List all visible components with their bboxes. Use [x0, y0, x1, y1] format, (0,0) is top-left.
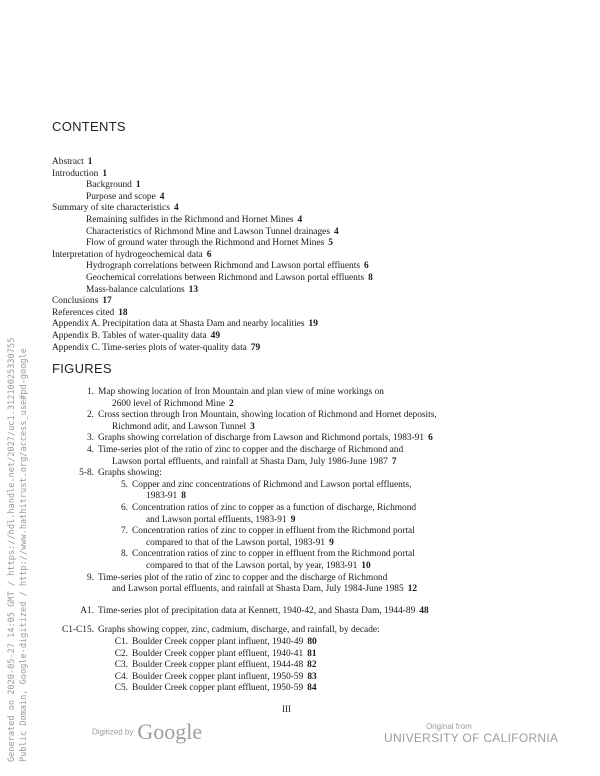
toc-entry-page: 8 [368, 272, 373, 283]
figure-number: 5. [120, 479, 128, 490]
figure-number: 3. [86, 433, 94, 444]
toc-entry-title: Abstract [52, 157, 84, 167]
toc-entry-page: 4 [333, 226, 339, 237]
toc-entry-title: Characteristics of Richmond Mine and Lawson Tunnel drainages [86, 226, 330, 237]
toc-entry-page: 1 [87, 157, 93, 167]
figure-caption [132, 683, 317, 695]
figure-caption [98, 468, 162, 480]
toc-entry-title: Remaining sulfides in the Richmond and Hornet Mines [86, 214, 294, 225]
figure-caption-line: Richmond adit, and Lawson Tunnel [112, 421, 247, 432]
toc-entry [52, 157, 572, 169]
figure-caption-line: Lawson portal effluents, and rainfall at Shasta Dam, July 1986-June 1987 [112, 456, 388, 467]
figure-caption [98, 433, 433, 445]
toc-entry [52, 285, 572, 297]
toc-entry-page: 17 [102, 296, 112, 307]
toc-entry-title: Mass-balance calculations [86, 284, 185, 295]
figure-page: 81 [307, 648, 317, 659]
toc-entry-page: 1 [135, 180, 141, 191]
figure-page: 12 [407, 584, 418, 595]
figure-caption-line: and Lawson portal effluents, and rainfall at Shasta Dam, July 1984-June 1985 [112, 584, 404, 595]
figure-caption-line: Concentration ratios of zinc to copper as a function of discharge, Richmond [132, 503, 417, 513]
figure-caption-line: Cross section through Iron Mountain, showing location of Richmond and Hornet deposits, [98, 410, 437, 421]
figure-page: 6 [428, 433, 433, 444]
toc-entry-page: 18 [118, 307, 128, 318]
figure-caption [98, 625, 380, 637]
toc-entry-title: Background [86, 180, 132, 191]
digitized-by-label: Digitized by [92, 727, 134, 737]
figure-caption-line: Boulder Creek copper plant effluent, 1944-48 [132, 660, 304, 671]
toc-entry [52, 250, 572, 262]
figure-number: 7. [120, 526, 128, 537]
original-from-label: Original from [426, 722, 472, 731]
figure-number: C1-C15. [61, 625, 94, 636]
toc-entry-title: Interpretation of hydrogeochemical data [52, 249, 203, 260]
figure-caption-line: Boulder Creek copper plant influent, 1940-49 [132, 637, 304, 647]
toc-entry-page: 49 [210, 330, 221, 341]
figure-number: A1. [80, 605, 94, 616]
figure-page: 48 [419, 605, 429, 616]
toc-entry-title: Conclusions [52, 296, 99, 307]
toc-entry [52, 261, 572, 273]
figure-number: 2. [86, 410, 94, 421]
figure-page: 84 [307, 683, 317, 694]
figure-number: 9. [86, 572, 94, 583]
figure-caption-line: and Lawson portal effluents, 1983-91 [146, 514, 287, 525]
toc-entry-title: Flow of ground water through the Richmond and Hornet Mines [86, 238, 325, 249]
figure-caption [98, 606, 429, 618]
figure-caption-line: 1983-91 [146, 491, 178, 502]
figure-caption-line: Time-series plot of the ratio of zinc to copper and the discharge of Richmond [98, 572, 388, 583]
figure-caption-line: Graphs showing correlation of discharge from Lawson and Richmond portals, 1983-91 [98, 433, 425, 444]
figure-caption [98, 387, 384, 410]
toc-entry-title: Introduction [52, 168, 99, 179]
figure-caption [98, 445, 403, 468]
page-number: III [282, 704, 291, 714]
figure-page: 3 [250, 421, 255, 432]
toc-entry [52, 192, 572, 204]
figure-number: 6. [120, 503, 128, 513]
figure-caption-line: Copper and zinc concentrations of Richmond and Lawson portal effluents, [132, 479, 412, 490]
figure-caption-line: compared to that of the Lawson portal, by year, 1983-91 [146, 560, 358, 571]
toc-entry [52, 180, 572, 192]
hathitrust-watermark [6, 338, 30, 762]
figure-caption-line: Time-series plot of precipitation data at Kennett, 1940-42, and Shasta Dam, 1944-89 [98, 605, 416, 616]
figure-number: 4. [86, 445, 94, 455]
figure-caption [132, 649, 317, 661]
figure-caption-line: Graphs showing: [98, 468, 162, 479]
figure-caption-line: Map showing location of Iron Mountain and plan view of mine workings on [98, 387, 384, 397]
figure-caption [98, 573, 417, 596]
figure-number: C5. [114, 683, 128, 694]
figure-page: 9 [329, 537, 334, 548]
toc-entry-page: 5 [328, 238, 333, 249]
figure-number: C1. [114, 637, 128, 647]
toc-entry [52, 227, 572, 239]
contents-heading: CONTENTS [52, 119, 126, 134]
figure-caption [132, 526, 415, 549]
university-name: UNIVERSITY OF CALIFORNIA [384, 731, 559, 745]
figure-page: 10 [361, 560, 371, 571]
figure-page: 9 [290, 514, 296, 525]
figure-caption [132, 503, 416, 526]
toc-entry-title: Geochemical correlations between Richmond and Lawson portal effluents [86, 272, 365, 283]
toc-entry-title: Purpose and scope [86, 191, 156, 202]
toc-entry-page: 79 [250, 342, 261, 353]
figure-number: C4. [114, 671, 128, 682]
figure-caption-line: 2600 level of Richmond Mine [112, 398, 226, 409]
toc-entry [52, 273, 572, 285]
figure-caption [132, 480, 411, 503]
figure-caption [132, 660, 317, 672]
toc-entry [52, 343, 572, 355]
toc-entry-title: Appendix A. Precipitation data at Shasta Dam and nearby localities [52, 319, 305, 330]
figures-heading: FIGURES [52, 361, 112, 376]
toc-entry [52, 203, 572, 215]
figure-caption [132, 549, 415, 572]
figure-caption-line: Concentration ratios of zinc to copper in effluent from the Richmond portal [132, 526, 415, 537]
figure-caption-line: Boulder Creek copper plant effluent, 1950-59 [132, 683, 304, 694]
figure-caption-line: Graphs showing copper, zinc, cadmium, discharge, and rainfall, by decade: [98, 625, 380, 636]
toc-entry [52, 169, 572, 181]
toc-entry [52, 319, 572, 331]
toc-entry-page: 4 [159, 191, 165, 202]
toc-entry-page: 6 [363, 261, 369, 272]
figure-number: 5-8. [79, 468, 94, 479]
figure-caption-line: Boulder Creek copper plant effluent, 1940-41 [132, 648, 304, 659]
toc-entry [52, 296, 572, 308]
figure-caption-line: Concentration ratios of zinc to copper in effluent from the Richmond portal [132, 549, 415, 560]
google-digitized-logo [92, 719, 202, 745]
figure-page: 83 [307, 671, 317, 682]
toc-entry [52, 238, 572, 250]
figure-page: 8 [181, 491, 186, 502]
original-from-logo [384, 722, 558, 745]
contents-list [52, 157, 572, 354]
figure-caption [132, 672, 317, 684]
figure-caption-line: Boulder Creek copper plant influent, 1950-59 [132, 671, 304, 682]
toc-entry-title: Appendix B. Tables of water-quality data [52, 330, 207, 341]
watermark-line-1: Generated on 2020-05-27 14:05 GMT / https://hdl.handle.net/2027/uc1.31210025330755 [7, 337, 17, 762]
toc-entry-page: 6 [206, 249, 212, 260]
figure-number: 1. [86, 387, 94, 397]
figure-caption-line: compared to that of the Lawson portal, 1983-91 [146, 537, 326, 548]
figure-number: 8. [120, 549, 128, 560]
figure-page: 82 [307, 660, 317, 671]
toc-entry-title: Appendix C. Time-series plots of water-quality data [52, 342, 247, 353]
toc-entry-page: 19 [308, 319, 318, 330]
figure-caption [98, 410, 437, 433]
toc-entry-title: Hydrograph correlations between Richmond and Lawson portal effluents [86, 261, 360, 272]
toc-entry-title: References cited [52, 307, 115, 318]
toc-entry [52, 215, 572, 227]
google-wordmark: Google [137, 719, 203, 744]
figure-page: 80 [307, 637, 317, 647]
figure-page: 2 [229, 398, 234, 409]
toc-entry-page: 4 [173, 203, 179, 214]
toc-entry-page: 13 [188, 284, 199, 295]
toc-entry-page: 4 [297, 214, 303, 225]
watermark-line-2: Public Domain, Google-digitized / http://www.hathitrust.org/access_use#pd-google [19, 348, 29, 762]
figure-page: 7 [391, 456, 397, 467]
toc-entry [52, 308, 572, 320]
toc-entry-page: 1 [102, 168, 108, 179]
toc-entry-title: Summary of site characteristics [52, 203, 170, 214]
figure-caption [132, 637, 317, 649]
figure-number: C3. [114, 660, 128, 671]
figure-number: C2. [114, 648, 128, 659]
toc-entry [52, 331, 572, 343]
figure-caption-line: Time-series plot of the ratio of zinc to copper and the discharge of Richmond and [98, 445, 404, 455]
